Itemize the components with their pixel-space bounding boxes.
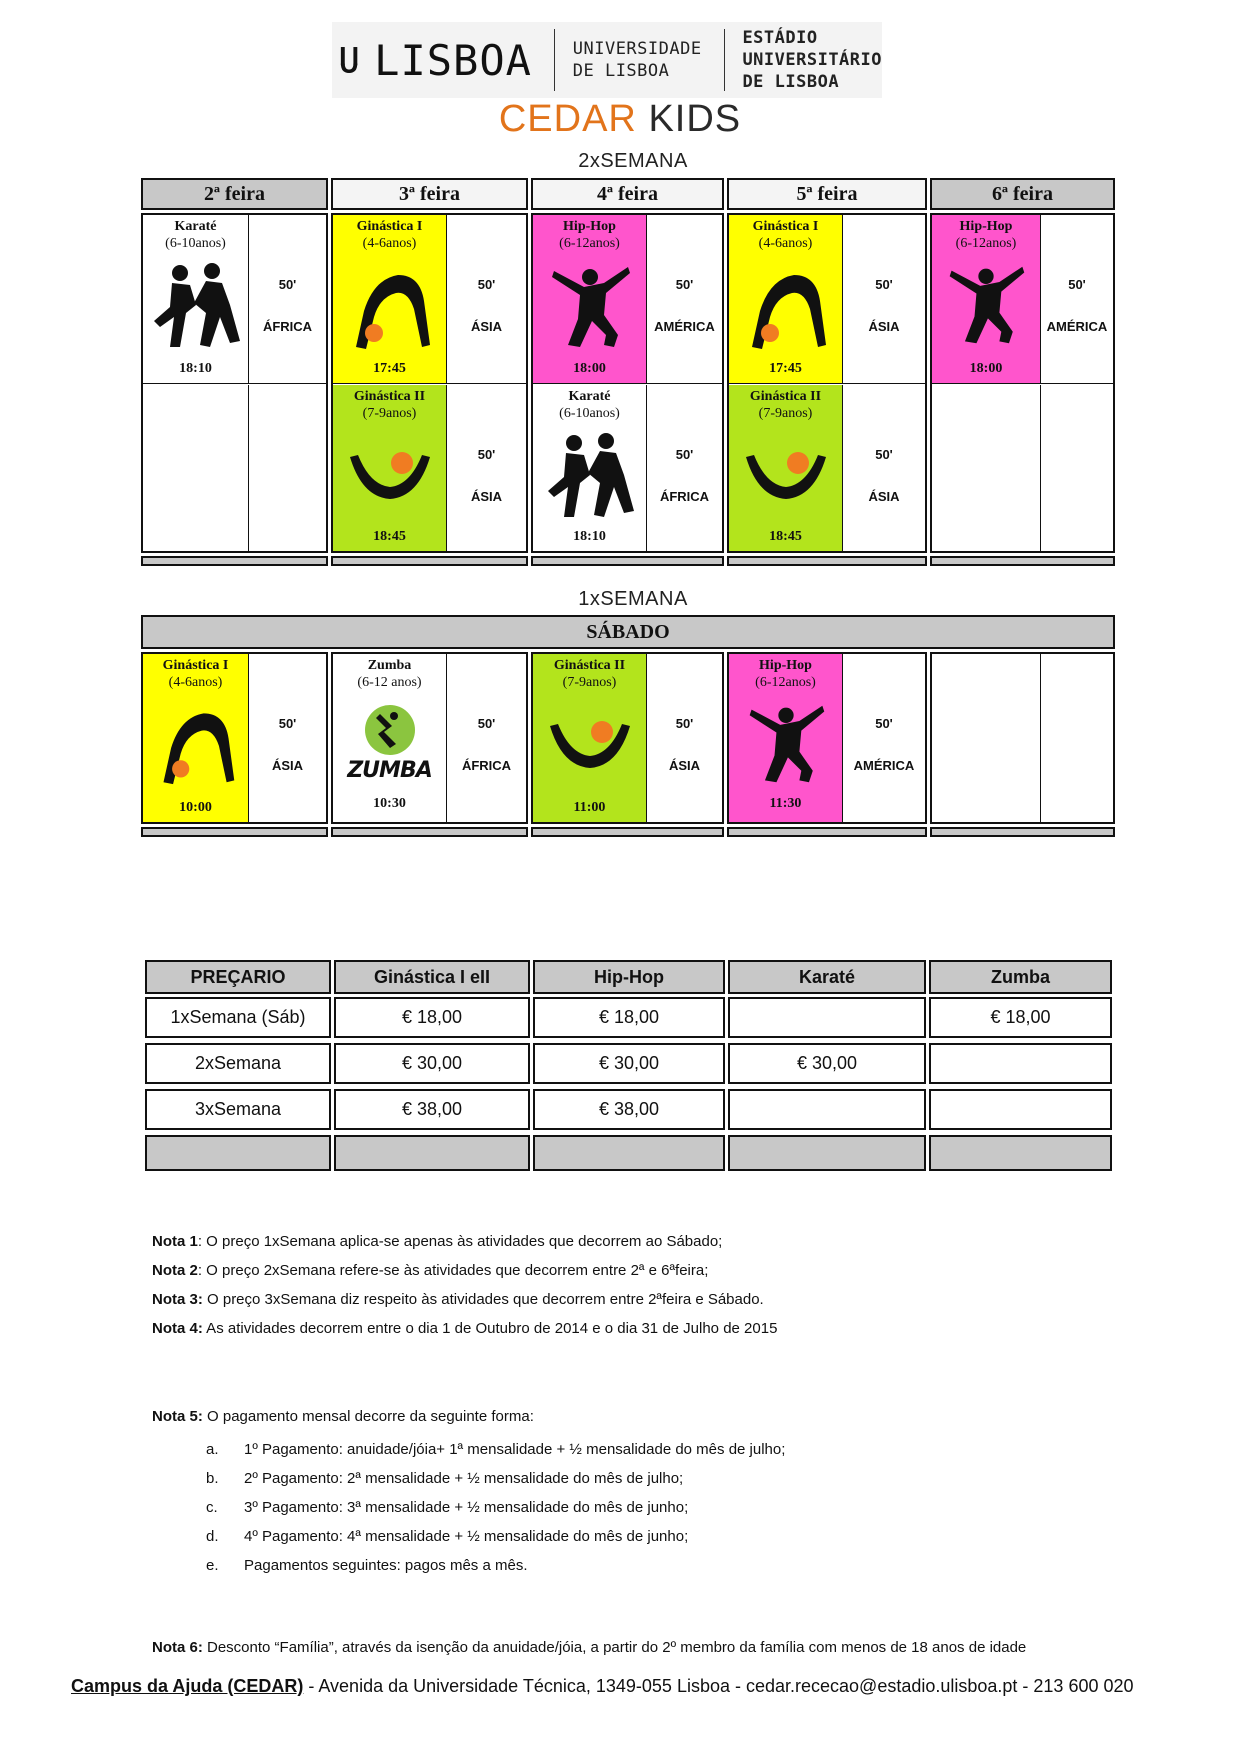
note-text: O preço 2xSemana refere-se às atividades que decorrem entre 2ª e 6ªfeira;: [202, 1262, 709, 1279]
class-time: 18:00: [573, 361, 606, 376]
price-cell: € 30,00: [533, 1043, 725, 1084]
gymnastics-backbend-icon: [740, 261, 832, 353]
class-cell-karate: [143, 215, 248, 383]
price-row-label: 3xSemana: [145, 1089, 331, 1130]
logo-wordmark: LISBOA: [374, 35, 532, 85]
column-footer-bar: [727, 827, 927, 837]
hiphop-dancer-icon: [742, 700, 830, 788]
class-cell-karate: [533, 385, 646, 551]
class-info-zumba: [446, 654, 526, 822]
logo-divider: [554, 29, 555, 91]
class-duration: 50': [278, 716, 297, 731]
note-label: Nota 2: [152, 1262, 198, 1279]
price-cell: € 38,00: [334, 1089, 530, 1130]
note-4: [152, 1320, 777, 1337]
class-time: 18:00: [969, 361, 1003, 376]
column-footer-bar: [331, 827, 528, 837]
class-time: 10:30: [373, 796, 406, 811]
row-divider: [533, 383, 722, 384]
logo-stadium: [742, 27, 882, 93]
class-info-karate: [646, 385, 722, 551]
item-marker: a.: [206, 1441, 219, 1458]
class-cell-ginastica-1: [729, 215, 842, 383]
footer-address: - Avenida da Universidade Técnica, 1349-055 Lisboa - cedar.rececao@estadio.ulisboa.pt - 213 600 020: [303, 1676, 1134, 1696]
zumba-logo-text: ZUMBA: [347, 758, 432, 783]
column-footer-bar: [930, 827, 1115, 837]
item-text: 4º Pagamento: 4ª mensalidade + ½ mensalidade do mês de junho;: [244, 1528, 689, 1545]
day-header-monday: 2ª feira: [141, 178, 328, 210]
note-label: Nota 6:: [152, 1639, 203, 1656]
note-label: Nota 4: [152, 1320, 198, 1337]
note-2: [152, 1262, 708, 1279]
class-cell-ginastica-1: [143, 654, 248, 822]
note-1: [152, 1233, 722, 1250]
class-age: (6-10anos): [165, 236, 226, 251]
brand-title: [0, 98, 1240, 141]
class-time: 10:00: [179, 800, 212, 815]
item-marker: b.: [206, 1470, 219, 1487]
section-title-2x: 2xSEMANA: [578, 150, 688, 172]
class-duration: 50': [675, 447, 694, 462]
class-room: ÁSIA: [668, 758, 701, 773]
class-room: ÁFRICA: [461, 758, 512, 773]
class-room: AMÉRICA: [853, 758, 915, 773]
class-info-ginastica-2: [646, 654, 722, 822]
class-info-hiphop: [842, 654, 925, 822]
class-age: (4-6anos): [758, 236, 813, 251]
price-cell: € 18,00: [334, 997, 530, 1038]
logo-stadium-line2: DE LISBOA: [742, 72, 840, 92]
empty-cell: [248, 385, 326, 551]
row-divider: [333, 383, 526, 384]
gymnastics-backbend-icon: [152, 700, 240, 788]
class-duration: 50': [675, 277, 694, 292]
class-age: (6-12anos): [755, 675, 816, 690]
price-cell: € 30,00: [334, 1043, 530, 1084]
class-info-ginastica-1: [248, 654, 326, 822]
class-room: ÁSIA: [271, 758, 304, 773]
class-cell-ginastica-1: [333, 215, 446, 383]
class-name: Karaté: [174, 219, 217, 234]
price-header-karate: Karaté: [728, 960, 926, 994]
class-age: (7-9anos): [362, 406, 417, 421]
class-name: Ginástica I: [162, 658, 229, 673]
class-age: (6-10anos): [559, 406, 620, 421]
note-5: [152, 1408, 534, 1425]
hiphop-dancer-icon: [544, 261, 636, 353]
class-room: ÁFRICA: [262, 319, 313, 334]
section-title-1x: 1xSEMANA: [578, 588, 688, 610]
price-cell: [929, 1043, 1112, 1084]
item-marker: c.: [206, 1499, 218, 1516]
class-name: Ginástica II: [749, 389, 822, 404]
gymnastics-split-icon: [544, 706, 636, 786]
class-time: 18:10: [573, 529, 606, 544]
note-6: [152, 1639, 1026, 1656]
class-duration: 50': [675, 716, 694, 731]
note-separator: :: [197, 1262, 203, 1279]
note-3: [152, 1291, 764, 1308]
zumba-logo-icon: [360, 704, 420, 756]
class-age: (7-9anos): [758, 406, 813, 421]
note-separator: :: [197, 1320, 203, 1337]
class-duration: 50': [477, 277, 496, 292]
class-time: 11:30: [769, 796, 802, 811]
price-cell: € 38,00: [533, 1089, 725, 1130]
class-room: ÁFRICA: [659, 489, 710, 504]
note-separator: :: [197, 1233, 203, 1250]
class-info-ginastica-1: [842, 215, 925, 383]
class-duration: 50': [477, 447, 496, 462]
price-header-hiphop: Hip-Hop: [533, 960, 725, 994]
karate-icon: [150, 261, 242, 353]
day-header-wednesday: 4ª feira: [531, 178, 724, 210]
column-footer-bar: [141, 556, 328, 566]
column-footer-bar: [930, 556, 1115, 566]
class-room: AMÉRICA: [1046, 319, 1108, 334]
class-info-ginastica-1: [446, 215, 526, 383]
class-time: 18:45: [373, 529, 406, 544]
note-label: Nota 1: [152, 1233, 198, 1250]
price-cell: € 18,00: [533, 997, 725, 1038]
note-label: Nota 5:: [152, 1408, 203, 1425]
price-footer-cell: [728, 1135, 926, 1171]
item-text: 2º Pagamento: 2ª mensalidade + ½ mensalidade do mês de julho;: [244, 1470, 684, 1487]
price-row-label: 1xSemana (Sáb): [145, 997, 331, 1038]
price-row-label: 2xSemana: [145, 1043, 331, 1084]
price-cell: [929, 1089, 1112, 1130]
logo-stadium-line1: ESTÁDIO UNIVERSITÁRIO: [742, 28, 882, 70]
note-text: O preço 3xSemana diz respeito às atividades que decorrem entre 2ªfeira e Sábado.: [202, 1291, 764, 1308]
class-duration: 50': [477, 716, 496, 731]
class-duration: 50': [875, 447, 893, 462]
note-separator: :: [197, 1291, 203, 1308]
row-divider: [143, 383, 326, 384]
class-time: 11:00: [573, 800, 606, 815]
item-text: Pagamentos seguintes: pagos mês a mês.: [244, 1557, 528, 1574]
class-name: Zumba: [367, 658, 412, 673]
class-room: ÁSIA: [470, 319, 503, 334]
class-info-hiphop: [646, 215, 722, 383]
item-text: 3º Pagamento: 3ª mensalidade + ½ mensalidade do mês de junho;: [244, 1499, 689, 1516]
class-cell-hiphop: [533, 215, 646, 383]
class-name: Hip-Hop: [959, 219, 1013, 234]
price-cell: [728, 997, 926, 1038]
class-info-ginastica-2: [842, 385, 925, 551]
gymnastics-split-icon: [740, 437, 832, 517]
class-age: (7-9anos): [562, 675, 617, 690]
class-time: 17:45: [373, 361, 406, 376]
class-duration: 50': [1068, 277, 1086, 292]
hiphop-dancer-icon: [942, 261, 1030, 349]
price-footer-cell: [533, 1135, 725, 1171]
class-cell-ginastica-2: [729, 385, 842, 551]
class-name: Hip-Hop: [759, 658, 812, 673]
class-duration: 50': [875, 716, 893, 731]
item-text: 1º Pagamento: anuidade/jóia+ 1ª mensalidade + ½ mensalidade do mês de julho;: [244, 1441, 786, 1458]
price-cell: € 30,00: [728, 1043, 926, 1084]
note-text: O pagamento mensal decorre da seguinte forma:: [202, 1408, 534, 1425]
price-cell: [728, 1089, 926, 1130]
class-age: (4-6anos): [168, 675, 223, 690]
class-info-hiphop: [1040, 215, 1113, 383]
logo-university: [573, 38, 702, 82]
class-cell-ginastica-2: [533, 654, 646, 822]
column-footer-bar: [141, 827, 328, 837]
column-footer-bar: [727, 556, 927, 566]
note-text: Desconto “Família”, através da isenção da anuidade/jóia, a partir do 2º membro da família com menos de 18 anos de idade: [202, 1639, 1027, 1656]
price-footer-cell: [145, 1135, 331, 1171]
class-age: (4-6anos): [362, 236, 417, 251]
note-label: Nota 3: [152, 1291, 198, 1308]
row-divider: [932, 383, 1113, 384]
gymnastics-backbend-icon: [344, 261, 436, 353]
class-room: AMÉRICA: [654, 319, 715, 334]
class-time: 18:10: [179, 361, 212, 376]
footer-contact: [71, 1676, 1134, 1697]
karate-icon: [544, 431, 636, 523]
gymnastics-split-icon: [344, 437, 436, 517]
brand-cedar: CEDAR: [498, 98, 637, 140]
class-name: Karaté: [568, 389, 611, 404]
note-text: O preço 1xSemana aplica-se apenas às atividades que decorrem ao Sábado;: [202, 1233, 723, 1250]
ulisboa-u-icon: [340, 28, 358, 92]
day-header-saturday: SÁBADO: [141, 615, 1115, 649]
price-footer-cell: [929, 1135, 1112, 1171]
class-name: Hip-Hop: [563, 219, 616, 234]
class-info-karate: [248, 215, 326, 383]
price-header-ginastica: Ginástica I eII: [334, 960, 530, 994]
class-room: ÁSIA: [868, 489, 900, 504]
logo-university-line2: DE LISBOA: [572, 61, 670, 81]
empty-cell: [1040, 654, 1113, 822]
day-header-friday: 6ª feira: [930, 178, 1115, 210]
class-time: 18:45: [769, 529, 802, 544]
university-logo: [332, 22, 882, 98]
class-name: Ginástica I: [752, 219, 819, 234]
item-marker: d.: [206, 1528, 219, 1545]
class-name: Ginástica II: [553, 658, 626, 673]
class-time: 17:45: [769, 361, 802, 376]
brand-kids: KIDS: [648, 98, 742, 140]
price-footer-cell: [334, 1135, 530, 1171]
class-duration: 50': [278, 277, 297, 292]
class-cell-zumba: [333, 654, 446, 822]
column-footer-bar: [331, 556, 528, 566]
class-cell-ginastica-2: [333, 385, 446, 551]
class-age: (6-12anos): [955, 236, 1017, 251]
price-header-zumba: Zumba: [929, 960, 1112, 994]
class-cell-hiphop: [932, 215, 1040, 383]
note-text: As atividades decorrem entre o dia 1 de Outubro de 2014 e o dia 31 de Julho de 2015: [202, 1320, 778, 1337]
column-footer-bar: [531, 556, 724, 566]
logo-divider: [724, 29, 725, 91]
column-footer-bar: [531, 827, 724, 837]
class-name: Ginástica II: [353, 389, 426, 404]
class-age: (6-12 anos): [357, 675, 422, 690]
class-room: ÁSIA: [868, 319, 900, 334]
class-duration: 50': [875, 277, 893, 292]
day-header-thursday: 5ª feira: [727, 178, 927, 210]
class-name: Ginástica I: [356, 219, 423, 234]
price-header-label: PREÇARIO: [145, 960, 331, 994]
logo-university-line1: UNIVERSIDADE: [572, 39, 702, 59]
class-room: ÁSIA: [470, 489, 503, 504]
empty-cell: [1040, 385, 1113, 551]
price-cell: € 18,00: [929, 997, 1112, 1038]
row-divider: [729, 383, 925, 384]
class-info-ginastica-2: [446, 385, 526, 551]
class-cell-hiphop: [729, 654, 842, 822]
item-marker: e.: [206, 1557, 219, 1574]
day-header-tuesday: 3ª feira: [331, 178, 528, 210]
footer-campus-link[interactable]: Campus da Ajuda (CEDAR): [71, 1676, 304, 1696]
class-age: (6-12anos): [559, 236, 620, 251]
